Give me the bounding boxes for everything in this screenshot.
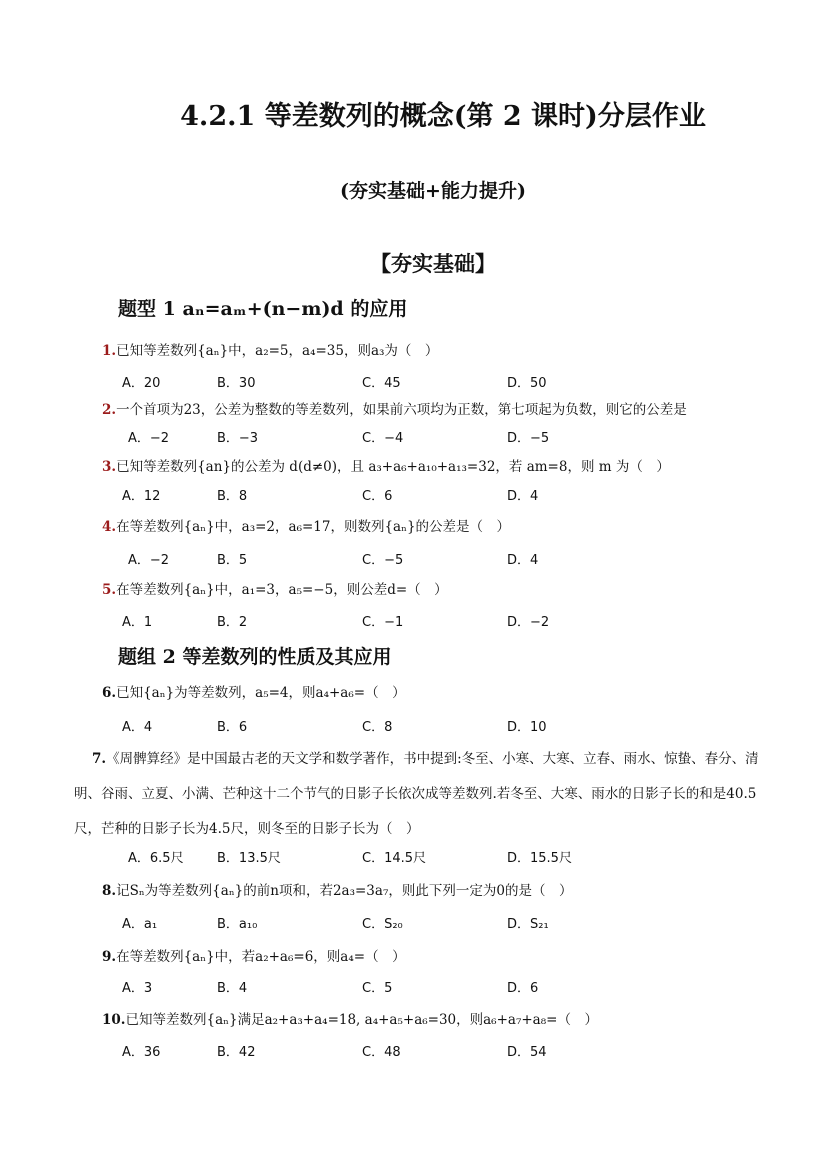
answer-option: D．4 (507, 553, 539, 568)
page-subtitle: (夯实基础+能力提升) (340, 180, 526, 202)
answer-option: C．−4 (362, 431, 404, 446)
question-number: 10. (102, 1012, 126, 1028)
answer-option: C．S₂₀ (362, 917, 403, 932)
answer-option: A．12 (122, 489, 161, 504)
question-number: 1. (102, 343, 117, 359)
answer-option: C．45 (362, 376, 401, 391)
answer-option: A．a₁ (122, 917, 158, 932)
question-number: 5. (102, 582, 117, 598)
answer-option: B．30 (217, 376, 256, 391)
group-heading: 题组 2 等差数列的性质及其应用 (118, 646, 392, 668)
question-text (102, 879, 572, 899)
question-text (74, 782, 756, 802)
question-line: 已知等差数列{aₙ}满足a₂+a₃+a₄=18, a₄+a₅+a₆=30，则a₆+a₇+a₈=（ ） (125, 1012, 598, 1028)
answer-option: A．4 (122, 720, 153, 735)
question-text (102, 515, 510, 535)
answer-option: B．8 (217, 489, 248, 504)
question-line: 尺，芒种的日影子长为4.5尺，则冬至的日影子长为（ ） (74, 821, 420, 837)
group-heading: 题型 1 aₙ=aₘ+(n−m)d 的应用 (118, 298, 408, 320)
answer-option: D．S₂₁ (507, 917, 549, 932)
question-line: 在等差数列{aₙ}中，a₁=3，a₅=−5，则公差d=（ ） (116, 582, 448, 598)
question-text (74, 817, 419, 837)
answer-option: B．13.5尺 (217, 851, 281, 866)
answer-option: B．42 (217, 1045, 256, 1060)
question-text (102, 1008, 598, 1028)
answer-option: D．10 (507, 720, 547, 735)
question-number: 3. (102, 459, 117, 475)
answer-option: D．−2 (507, 615, 550, 630)
question-line: 已知等差数列{aₙ}中，a₂=5，a₄=35，则a₃为（ ） (116, 343, 439, 359)
answer-option: D．15.5尺 (507, 851, 572, 866)
answer-option: A．6.5尺 (128, 851, 184, 866)
answer-option: B．a₁₀ (217, 917, 258, 932)
answer-option: B．2 (217, 615, 248, 630)
question-line: 在等差数列{aₙ}中，a₃=2，a₆=17，则数列{aₙ}的公差是（ ） (116, 519, 511, 535)
section-heading: 【夯实基础】 (370, 251, 496, 276)
question-number: 9. (102, 949, 117, 965)
answer-option: A．−2 (128, 431, 170, 446)
answer-option: C．−5 (362, 553, 404, 568)
answer-option: B．6 (217, 720, 248, 735)
answer-option: A．3 (122, 981, 153, 996)
question-text (102, 681, 406, 701)
answer-option: A．−2 (128, 553, 170, 568)
answer-option: B．4 (217, 981, 248, 996)
question-line: 一个首项为23，公差为整数的等差数列，如果前六项均为正数，第七项起为负数，则它的公差是 (116, 402, 687, 418)
question-line: 已知{aₙ}为等差数列，a₅=4，则a₄+a₆=（ ） (116, 685, 406, 701)
answer-option: A．1 (122, 615, 153, 630)
answer-option: C．−1 (362, 615, 404, 630)
question-text (102, 398, 687, 418)
question-line: 《周髀算经》是中国最古老的天文学和数学著作，书中提到:冬至、小寒、大寒、立春、雨水、惊蛰、春分、清 (106, 751, 759, 767)
answer-option: C．14.5尺 (362, 851, 427, 866)
answer-option: D．54 (507, 1045, 547, 1060)
answer-option: C．8 (362, 720, 393, 735)
question-number: 8. (102, 883, 117, 899)
question-text (102, 578, 448, 598)
answer-option: D．50 (507, 376, 547, 391)
answer-option: A．36 (122, 1045, 161, 1060)
answer-option: A．20 (122, 376, 161, 391)
answer-option: B．−3 (217, 431, 259, 446)
answer-option: C．48 (362, 1045, 401, 1060)
question-text (102, 945, 406, 965)
question-line: 在等差数列{aₙ}中，若a₂+a₆=6，则a₄=（ ） (116, 949, 406, 965)
answer-option: B．5 (217, 553, 248, 568)
question-line: 记Sₙ为等差数列{aₙ}的前n项和，若2a₃=3a₇，则此下列一定为0的是（ ） (116, 883, 573, 899)
question-number: 4. (102, 519, 117, 535)
answer-option: D．4 (507, 489, 539, 504)
question-line: 已知等差数列{an}的公差为 d(d≠0)，且 a₃+a₆+a₁₀+a₁₃=32，若 am=8，则 m 为（ ） (116, 459, 670, 475)
answer-option: C．5 (362, 981, 393, 996)
answer-option: D．6 (507, 981, 539, 996)
question-number: 2. (102, 402, 117, 418)
question-text (102, 455, 670, 475)
question-text (92, 747, 759, 767)
question-line: 明、谷雨、立夏、小满、芒种这十二个节气的日影子长依次成等差数列.若冬至、大寒、雨水的日影子长的和是40.5 (74, 786, 757, 802)
question-text (102, 339, 438, 359)
question-number: 6. (102, 685, 117, 701)
page-title: 4.2.1 等差数列的概念(第 2 课时)分层作业 (180, 101, 706, 132)
answer-option: C．6 (362, 489, 393, 504)
question-number: 7. (92, 751, 107, 767)
answer-option: D．−5 (507, 431, 550, 446)
